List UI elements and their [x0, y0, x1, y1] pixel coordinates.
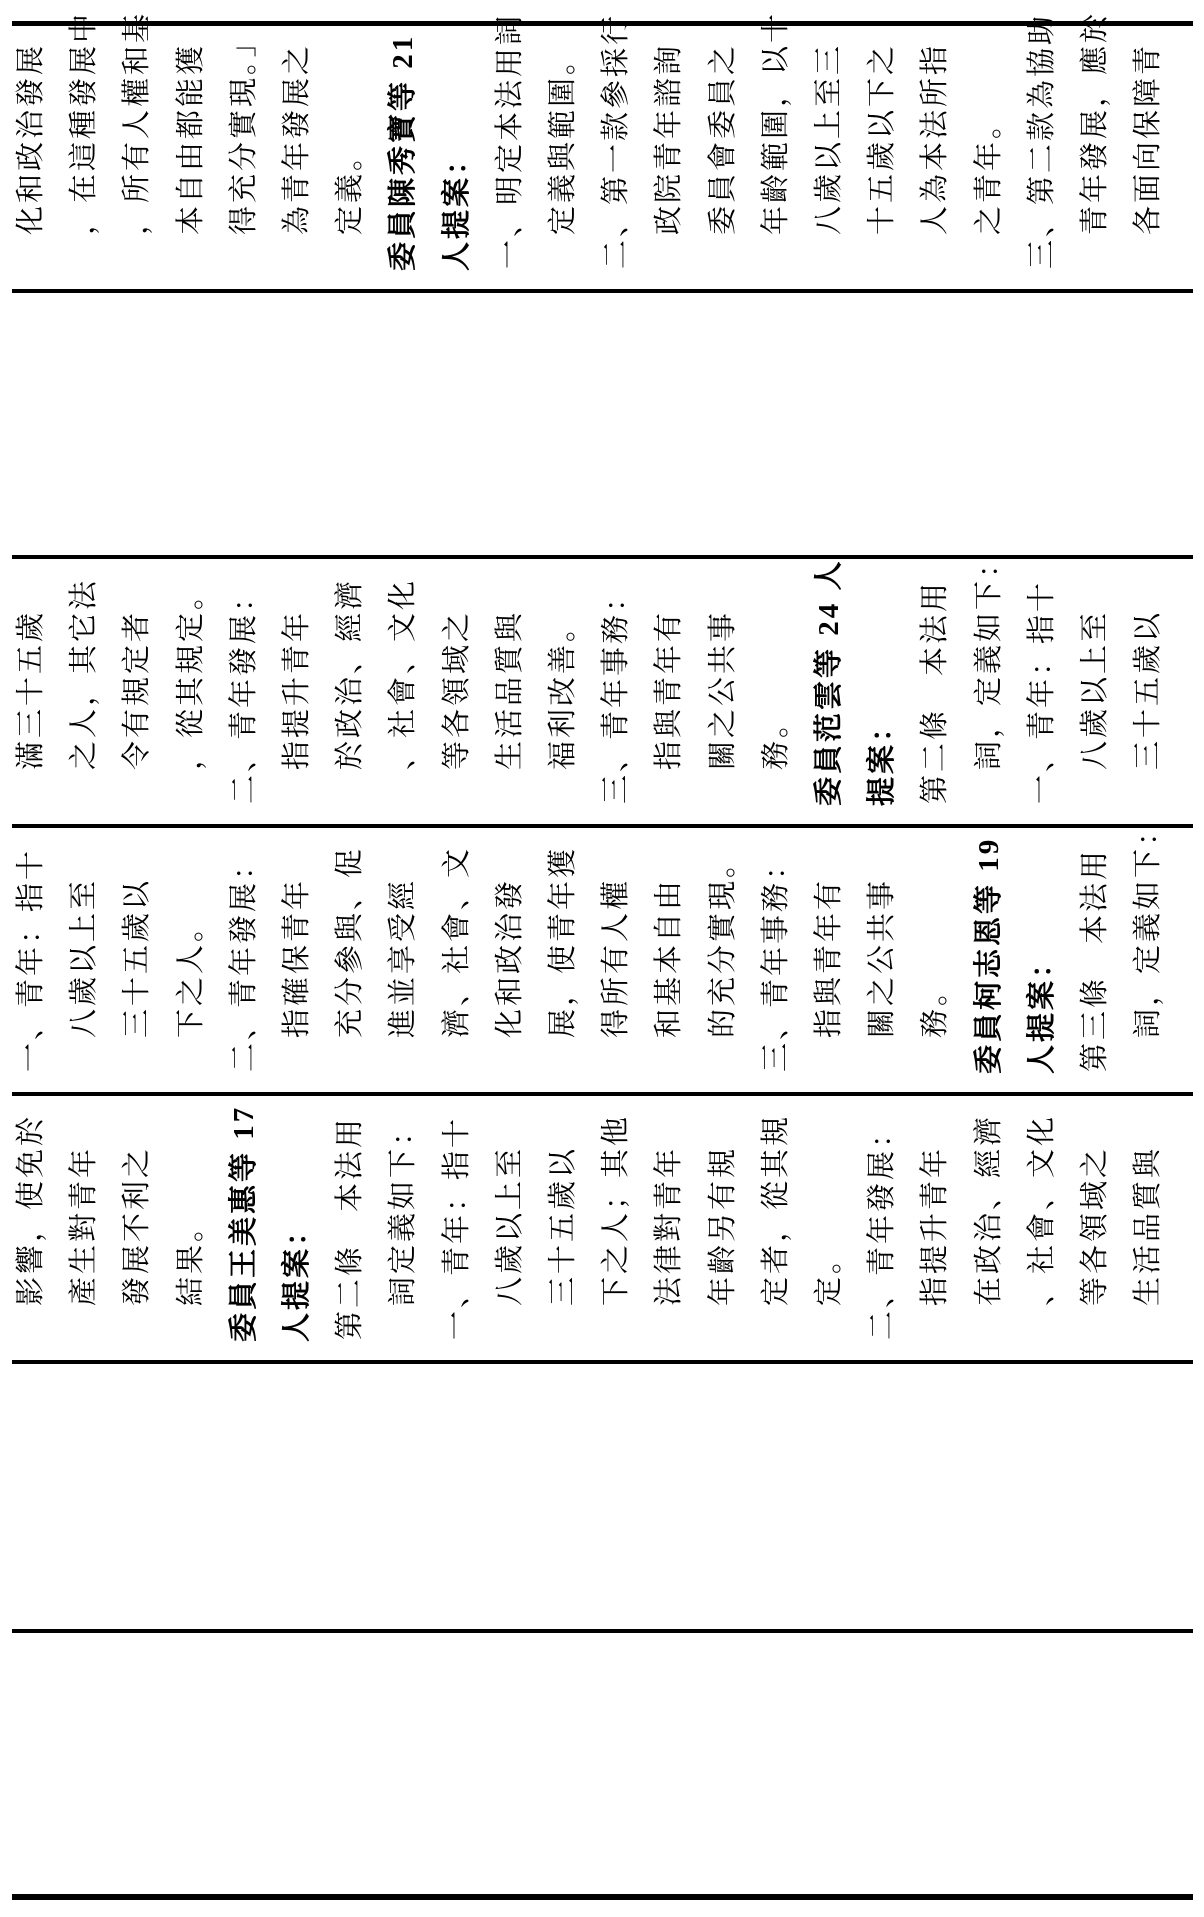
text-line: 人提案：: [440, 142, 473, 271]
text-line: 各面向保障青: [1132, 42, 1165, 235]
text-line: 務。: [919, 973, 952, 1038]
text-line: 青年發展，應於: [1079, 10, 1111, 235]
text-line: 三十五歲以: [121, 877, 154, 1038]
text-line: 的充分實現。: [706, 845, 739, 1038]
text-line: 三十五歲以: [1132, 609, 1165, 770]
text-line: 和基本自由: [653, 877, 686, 1038]
text-line: 本自由都能獲: [174, 42, 207, 235]
text-line: 一、青年：指十: [1025, 579, 1058, 804]
text-line: 詞定義如下：: [387, 1113, 420, 1306]
text-line: 三十五歲以: [547, 1145, 579, 1306]
text-line: 下之人；其他: [600, 1113, 633, 1306]
text-line: 濟、社會、文: [440, 845, 473, 1038]
text-line: 、社會、文化: [387, 577, 420, 770]
text-line: 福利改善。: [547, 609, 579, 770]
text-line: 指與青年有: [813, 877, 845, 1038]
table-border-line: [12, 1894, 1193, 1900]
text-line: 年齡另有規: [706, 1145, 739, 1306]
text-line: ，所有人權和基: [121, 10, 154, 235]
text-line: 一、青年：指十: [15, 847, 47, 1072]
text-line: 政院青年諮詢: [653, 42, 686, 235]
text-line: 委員范雲等 24 人: [813, 558, 845, 806]
text-line: 定義與範圍。: [547, 42, 579, 235]
text-line: 一、青年：指十: [440, 1115, 473, 1340]
text-line: 得所有人權: [600, 877, 633, 1038]
text-line: 八歲以上至: [493, 1145, 526, 1306]
text-line: 人提案：: [1025, 945, 1058, 1074]
text-line: 、社會、文化: [1025, 1113, 1058, 1306]
text-line: 第三條 本法用: [1079, 847, 1111, 1072]
text-line: 等各領域之: [1079, 1145, 1111, 1306]
text-line: 影響，使免於: [15, 1113, 47, 1306]
text-line: 法律對青年: [653, 1145, 686, 1306]
text-line: 關之公共事: [706, 609, 739, 770]
text-line: 產生對青年: [68, 1145, 101, 1306]
text-line: 第二條 本法用: [334, 1115, 367, 1340]
text-line: 八歲以上至: [68, 877, 101, 1038]
table-cell-proposal-2: [0, 545, 1204, 826]
text-line: 委員柯志恩等 19: [972, 836, 1005, 1074]
table-cell-proposal-3: [0, 813, 1204, 1094]
text-line: 提案：: [866, 709, 899, 806]
text-line: 指提升青年: [281, 609, 313, 770]
text-line: 生活品質與: [1132, 1145, 1165, 1306]
text-line: 生活品質與: [493, 609, 526, 770]
text-line: 委員陳秀寶等 21: [387, 33, 420, 271]
text-line: 展，使青年獲: [547, 845, 579, 1038]
text-line: 結果。: [174, 1209, 207, 1306]
text-line: 人為本法所指: [919, 42, 952, 235]
text-line: 八歲以上至三: [813, 42, 845, 235]
text-line: 務。: [759, 705, 792, 770]
text-line: 定。: [813, 1241, 845, 1306]
text-line: 得充分實現。」: [227, 25, 260, 235]
text-line: 關之公共事: [866, 877, 899, 1038]
text-line: 年齡範圍，以十: [759, 10, 792, 235]
text-line: 指確保青年: [281, 877, 313, 1038]
text-line: 為青年發展之: [281, 42, 313, 235]
text-line: 三、第二款為協助: [1025, 12, 1058, 269]
text-line: 於政治、經濟: [334, 577, 367, 770]
text-line: 第二條 本法用: [919, 579, 952, 804]
table-border-line: [12, 1629, 1193, 1633]
text-line: 進並享受經: [387, 877, 420, 1038]
text-line: 人提案：: [281, 1213, 313, 1342]
table-cell-proposal-4: [0, 1094, 1204, 1362]
text-line: 二、青年發展：: [227, 579, 260, 804]
text-line: 在政治、經濟: [972, 1113, 1005, 1306]
text-line: 指與青年有: [653, 609, 686, 770]
text-line: 定義。: [334, 138, 367, 235]
text-line: 委員會委員之: [706, 42, 739, 235]
text-line: 二、青年發展：: [866, 1115, 899, 1340]
text-line: 詞，定義如下：: [972, 545, 1005, 770]
table-cell-proposal-1: [0, 10, 1204, 291]
text-line: 下之人。: [174, 909, 207, 1038]
text-line: 令有規定者: [121, 609, 154, 770]
text-line: 八歲以上至: [1079, 609, 1111, 770]
text-line: 化和政治發展: [15, 42, 47, 235]
text-line: ，在這種發展中: [68, 10, 101, 235]
text-line: ，從其規定。: [174, 577, 207, 770]
text-line: 一、明定本法用詞: [493, 12, 526, 269]
text-line: 三、青年事務：: [600, 579, 633, 804]
text-line: 之人，其它法: [68, 577, 101, 770]
text-line: 定者，從其規: [759, 1113, 792, 1306]
text-line: 指提升青年: [919, 1145, 952, 1306]
text-line: 十五歲以下之: [866, 42, 899, 235]
text-line: 委員王美惠等 17: [227, 1104, 260, 1342]
text-line: 充分參與、促: [334, 845, 367, 1038]
text-line: 三、青年事務：: [759, 847, 792, 1072]
text-line: 二、青年發展：: [227, 847, 260, 1072]
text-line: 滿三十五歲: [15, 609, 47, 770]
text-line: 二、第一款參採行: [600, 12, 633, 269]
text-line: 等各領域之: [440, 609, 473, 770]
text-line: 發展不利之: [121, 1145, 154, 1306]
text-line: 詞，定義如下：: [1132, 813, 1165, 1038]
text-line: 之青年。: [972, 106, 1005, 235]
text-line: 化和政治發: [493, 877, 526, 1038]
